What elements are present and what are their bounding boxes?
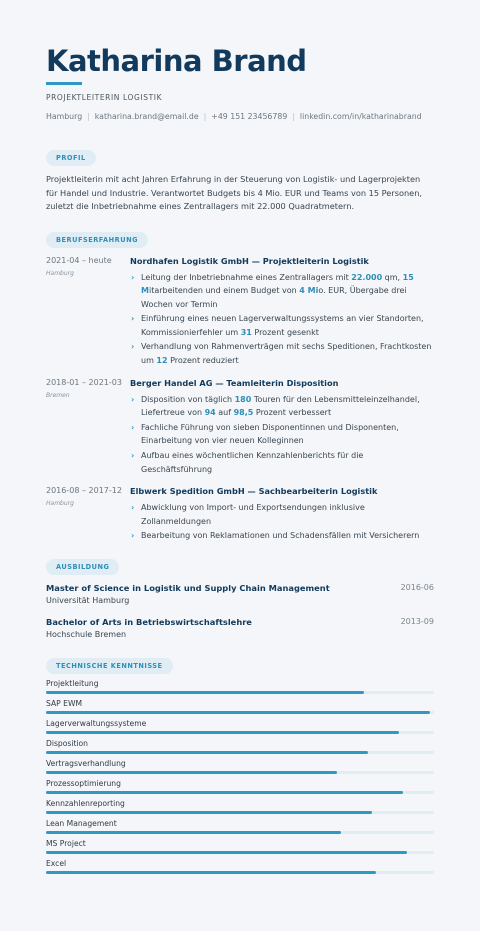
bullet-text: Touren für den Lebensmitteleinzelhandel, Liefertreue von bbox=[141, 394, 420, 418]
education-degree: Master of Science in Logistik und Supply Chain Management bbox=[46, 583, 330, 593]
education-year: 2013-09 bbox=[400, 617, 434, 626]
education-item bbox=[46, 617, 434, 639]
skill-bar bbox=[46, 811, 434, 814]
skill-bar-fill bbox=[46, 831, 341, 834]
job-entry bbox=[46, 256, 434, 369]
education-item bbox=[46, 583, 434, 605]
highlight-figure: 4 Mi bbox=[299, 286, 319, 296]
bullet-text: qm, bbox=[382, 272, 403, 282]
experience-section bbox=[46, 227, 434, 545]
skill-list bbox=[46, 679, 434, 874]
education-school: Universität Hamburg bbox=[46, 596, 130, 605]
bullet-text: auf bbox=[215, 408, 234, 418]
skill-name: MS Project bbox=[46, 839, 86, 848]
bullet-text: Disposition von täglich bbox=[141, 394, 235, 404]
skill-bar-fill bbox=[46, 771, 337, 774]
bullet-text: Leitung der Inbetriebnahme eines Zentrallagers mit bbox=[141, 272, 352, 282]
bullet-text: Prozent reduziert bbox=[167, 356, 239, 366]
contact-phone[interactable]: +49 151 23456789 bbox=[211, 112, 288, 121]
skill-bar bbox=[46, 731, 434, 734]
job-bullet bbox=[130, 501, 434, 528]
skill-bar bbox=[46, 851, 434, 854]
skill-item bbox=[46, 739, 434, 754]
job-title: Nordhafen Logistik GmbH — Projektleiterin Logistik bbox=[130, 255, 369, 266]
skill-item bbox=[46, 759, 434, 774]
job-bullets bbox=[130, 271, 434, 368]
bullet-text: o. EUR, Übergabe drei Wochen vor Termin bbox=[141, 286, 407, 309]
skill-bar-fill bbox=[46, 791, 403, 794]
skill-bar bbox=[46, 751, 434, 754]
contact-city: Hamburg bbox=[46, 112, 83, 121]
highlight-figure: 98,5 bbox=[233, 408, 254, 418]
skill-bar bbox=[46, 831, 434, 834]
experience-heading: BERUFSERFAHRUNG bbox=[46, 232, 148, 248]
job-city: Hamburg bbox=[46, 500, 74, 508]
job-title: Berger Handel AG — Teamleiterin Disposition bbox=[130, 377, 339, 388]
bullet-text: Bearbeitung von Reklamationen und Schadensfällen mit Versicherern bbox=[141, 531, 420, 541]
contact-line bbox=[46, 112, 434, 121]
bullet-text: Verhandlung von Rahmenverträgen mit sechs Speditionen, Frachtkosten um bbox=[141, 342, 432, 366]
job-title: Elbwerk Spedition GmbH — Sachbearbeiterin Logistik bbox=[130, 486, 378, 497]
skill-name: Disposition bbox=[46, 739, 88, 748]
skill-bar bbox=[46, 771, 434, 774]
skill-bar-fill bbox=[46, 731, 399, 734]
skill-bar bbox=[46, 711, 434, 714]
education-section bbox=[46, 554, 434, 639]
job-bullet bbox=[130, 271, 434, 312]
highlight-figure: 12 bbox=[156, 356, 168, 366]
bullet-text: Prozent gesenkt bbox=[251, 327, 319, 337]
skill-bar-fill bbox=[46, 691, 364, 694]
job-bullets bbox=[130, 393, 434, 477]
highlight-figure: 22.000 bbox=[351, 272, 383, 282]
skill-name: Projektleitung bbox=[46, 679, 99, 688]
skill-item bbox=[46, 799, 434, 814]
skill-bar-fill bbox=[46, 811, 372, 814]
profile-section bbox=[46, 145, 434, 214]
job-role: PROJEKTLEITERIN LOGISTIK bbox=[46, 93, 163, 102]
skill-bar-fill bbox=[46, 871, 376, 874]
skill-name: Lean Management bbox=[46, 819, 117, 828]
job-dates: 2018-01 – 2021-03 bbox=[46, 377, 122, 387]
job-dates: 2016-08 – 2017-12 bbox=[46, 486, 122, 496]
skill-item bbox=[46, 779, 434, 794]
page-title: Katharina Brand bbox=[46, 44, 307, 78]
education-degree: Bachelor of Arts in Betriebswirtschaftslehre bbox=[46, 617, 252, 627]
job-city: Hamburg bbox=[46, 269, 74, 277]
skill-item bbox=[46, 819, 434, 834]
bullet-text: Prozent verbessert bbox=[253, 408, 332, 418]
skill-item bbox=[46, 839, 434, 854]
job-bullet bbox=[130, 312, 434, 339]
contact-separator: | bbox=[87, 112, 90, 121]
job-entry bbox=[46, 378, 434, 478]
education-school: Hochschule Bremen bbox=[46, 630, 127, 639]
skill-bar bbox=[46, 791, 434, 794]
contact-separator: | bbox=[292, 112, 295, 121]
job-list bbox=[46, 256, 434, 545]
skill-name: Vertragsverhandlung bbox=[46, 759, 126, 768]
job-bullet bbox=[130, 393, 434, 420]
contact-linkedin[interactable]: linkedin.com/in/katharinabrand bbox=[299, 112, 422, 121]
skill-name: SAP EWM bbox=[46, 699, 83, 708]
job-bullets bbox=[130, 501, 434, 543]
highlight-figure: 94 bbox=[204, 408, 216, 418]
skill-name: Prozessoptimierung bbox=[46, 779, 121, 788]
bullet-text: Fachliche Führung von sieben Disponentinnen und Disponenten, Einarbeitung von vier neuen Kolleginnen bbox=[141, 422, 399, 446]
job-bullet bbox=[130, 529, 434, 543]
job-city: Bremen bbox=[46, 391, 70, 399]
contact-email[interactable]: katharina.brand@email.de bbox=[94, 112, 199, 121]
skills-section bbox=[46, 653, 434, 874]
highlight-figure: 180 bbox=[234, 394, 252, 404]
contact-separator: | bbox=[203, 112, 207, 121]
skill-name: Kennzahlenreporting bbox=[46, 799, 125, 808]
bullet-text: Einführung eines neuen Lagerverwaltungssystems an vier Standorten, Kommissionierfehler um bbox=[141, 314, 424, 337]
highlight-figure: 15 bbox=[402, 272, 414, 282]
skill-item bbox=[46, 859, 434, 874]
skill-item bbox=[46, 699, 434, 714]
job-entry bbox=[46, 486, 434, 544]
skill-name: Lagerverwaltungssysteme bbox=[46, 719, 147, 728]
title-underline bbox=[46, 82, 82, 85]
bullet-text: Abwicklung von Import- und Exportsendungen inklusive Zollanmeldungen bbox=[141, 503, 365, 526]
profile-heading: PROFIL bbox=[46, 150, 96, 166]
highlight-figure: M bbox=[141, 286, 149, 296]
skill-item bbox=[46, 679, 434, 694]
skills-heading: TECHNISCHE KENNTNISSE bbox=[46, 658, 173, 674]
skill-bar-fill bbox=[46, 751, 368, 754]
skill-bar-fill bbox=[46, 711, 430, 714]
job-bullet bbox=[130, 421, 434, 448]
job-bullet bbox=[130, 340, 434, 367]
highlight-figure: 31 bbox=[240, 327, 252, 337]
skill-bar bbox=[46, 871, 434, 874]
skill-bar bbox=[46, 691, 434, 694]
bullet-text: Aufbau eines wöchentlichen Kennzahlenberichts für die Geschäftsführung bbox=[141, 451, 364, 474]
education-year: 2016-06 bbox=[400, 583, 434, 592]
job-dates: 2021-04 – heute bbox=[46, 255, 112, 265]
education-heading: AUSBILDUNG bbox=[46, 559, 119, 575]
skill-name: Excel bbox=[46, 859, 67, 868]
bullet-text: itarbeitenden und einem Budget von bbox=[148, 286, 300, 296]
skill-bar-fill bbox=[46, 851, 407, 854]
skill-item bbox=[46, 719, 434, 734]
job-bullet bbox=[130, 449, 434, 476]
profile-text: Projektleiterin mit acht Jahren Erfahrung in der Steuerung von Logistik- und Lagerprojekten für Handel und Industrie. Verantwortet Budgets bis 4 Mio. EUR und Teams von 15 Personen, zuletzt die Inbetriebnahme eines Zentrallagers mit 22.000 Quadratmetern. bbox=[46, 174, 422, 211]
